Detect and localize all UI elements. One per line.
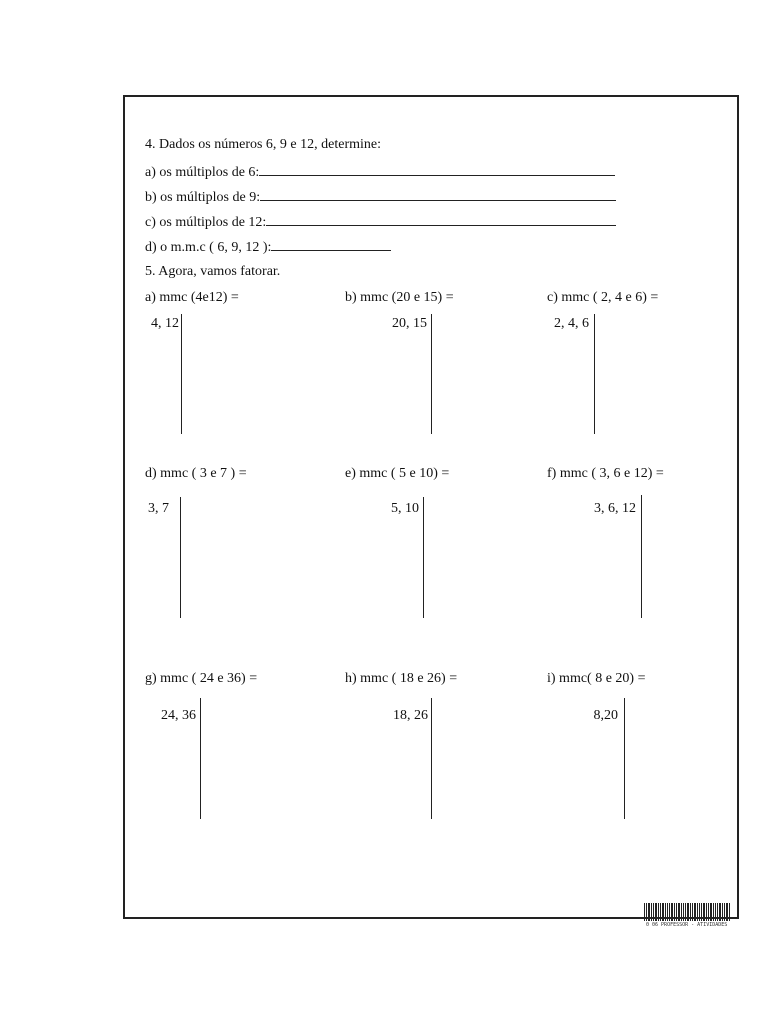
barcode-image <box>644 903 730 921</box>
problem-d-title: d) mmc ( 3 e 7 ) = <box>145 466 247 481</box>
problem-i-division-line <box>624 698 625 819</box>
exercise-4a-label: a) os múltiplos de 6: <box>145 165 260 180</box>
problem-a-division-line <box>181 314 182 434</box>
exercise-5-heading: 5. Agora, vamos fatorar. <box>145 264 281 279</box>
problem-f-numbers: 3, 6, 12 <box>594 501 636 516</box>
problem-g-title: g) mmc ( 24 e 36) = <box>145 671 258 686</box>
problem-h-numbers: 18, 26 <box>393 708 428 723</box>
exercise-4-heading: 4. Dados os números 6, 9 e 12, determine: <box>145 137 382 152</box>
problem-h-division-line <box>431 698 432 819</box>
answer-line-4c <box>266 213 616 226</box>
problem-d-division-line <box>180 497 181 618</box>
problem-i-title: i) mmc( 8 e 20) = <box>547 671 646 686</box>
problem-d-numbers: 3, 7 <box>148 501 169 516</box>
problem-f-title: f) mmc ( 3, 6 e 12) = <box>547 466 664 481</box>
exercise-4c-label: c) os múltiplos de 12: <box>145 215 267 230</box>
problem-f-division-line <box>641 495 642 618</box>
answer-line-4d <box>271 238 391 251</box>
problem-b-numbers: 20, 15 <box>392 316 427 331</box>
problem-g-division-line <box>200 698 201 819</box>
problem-i-numbers: 8,20 <box>593 708 618 723</box>
problem-e-title: e) mmc ( 5 e 10) = <box>345 466 450 481</box>
problem-c-numbers: 2, 4, 6 <box>554 316 589 331</box>
exercise-4a <box>145 163 615 181</box>
problem-h-title: h) mmc ( 18 e 26) = <box>345 671 458 686</box>
barcode-caption: 0 06 PROFESSOR - ATIVIDADES <box>646 922 728 928</box>
problem-a-numbers: 4, 12 <box>151 316 179 331</box>
problem-g-numbers: 24, 36 <box>161 708 196 723</box>
problem-b-division-line <box>431 314 432 434</box>
exercise-4d <box>145 238 391 256</box>
answer-line-4b <box>260 188 616 201</box>
exercise-4b-label: b) os múltiplos de 9: <box>145 190 261 205</box>
problem-a-title: a) mmc (4e12) = <box>145 290 239 305</box>
problem-e-numbers: 5, 10 <box>391 501 419 516</box>
problem-c-division-line <box>594 314 595 434</box>
exercise-4c <box>145 213 616 231</box>
exercise-4d-label: d) o m.m.c ( 6, 9, 12 ): <box>145 240 272 255</box>
problem-b-title: b) mmc (20 e 15) = <box>345 290 454 305</box>
problem-c-title: c) mmc ( 2, 4 e 6) = <box>547 290 659 305</box>
exercise-4b <box>145 188 616 206</box>
problem-e-division-line <box>423 497 424 618</box>
answer-line-4a <box>259 163 615 176</box>
worksheet-frame <box>123 95 739 919</box>
